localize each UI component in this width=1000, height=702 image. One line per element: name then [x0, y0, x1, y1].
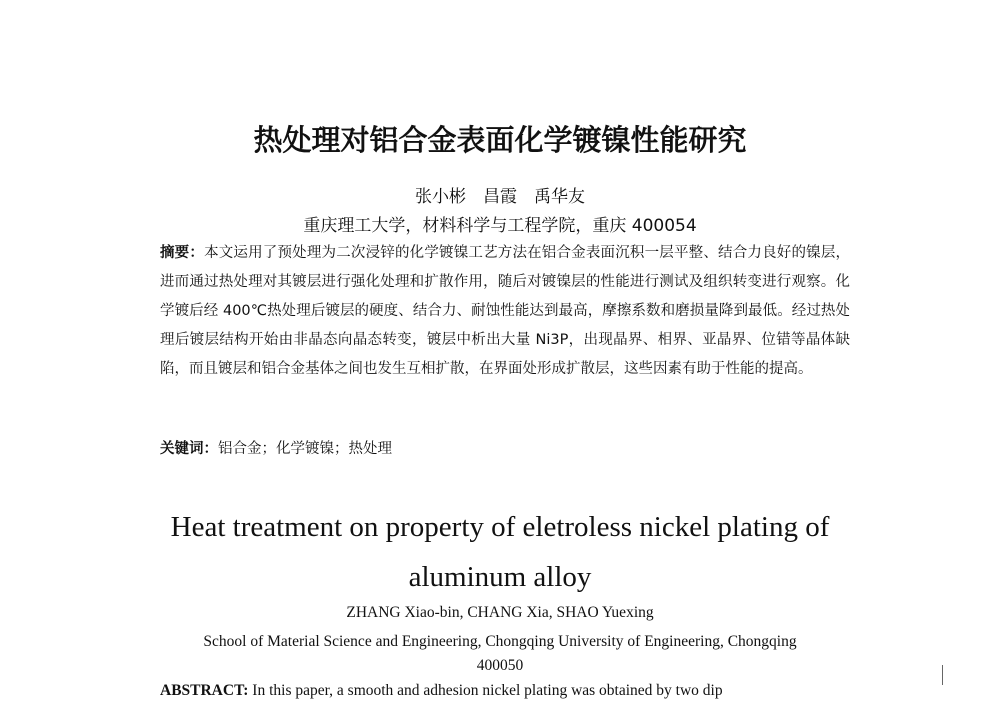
scan-artifact: [942, 665, 943, 685]
chinese-title: 热处理对铝合金表面化学镀镍性能研究: [253, 123, 747, 157]
english-postcode: 400050: [476, 657, 524, 674]
chinese-affiliation: 重庆理工大学，材料科学与工程学院，重庆 400054: [303, 216, 697, 236]
english-abstract-text: In this paper, a smooth and adhesion nickel plating was obtained by two dip: [248, 682, 723, 699]
english-abstract-label: ABSTRACT:: [160, 682, 249, 699]
chinese-keywords-text: 铝合金；化学镀镍；热处理: [218, 441, 392, 457]
english-title-line-1: Heat treatment on property of eletroless nickel plating of: [170, 511, 830, 543]
english-affiliation: [150, 630, 850, 678]
chinese-abstract-text: 本文运用了预处理为二次浸锌的化学镀镍工艺方法在铝合金表面沉积一层平整、结合力良好的镍层，进而通过热处理对其镀层进行强化处理和扩散作用，随后对镀镍层的性能进行测试及组织转变进行观察。化学镀后经 400℃热处理后镀层的硬度、结合力、耐蚀性能达到最高，摩擦系数和磨损量降到最低。经过热处理后镀层结构开始由非晶态向晶态转变，镀层中析出大量 Ni3P，出现晶界、相界、亚晶界、位错等晶体缺陷，而且镀层和铝合金基体之间也发生互相扩散，在界面处形成扩散层，这些因素有助于性能的提高。: [160, 245, 851, 377]
chinese-abstract-label: 摘要：: [160, 245, 205, 261]
english-affiliation-line: School of Material Science and Engineering, Chongqing University of Engineering, Chongqing: [203, 633, 797, 650]
chinese-keywords-label: 关键词：: [160, 441, 218, 457]
english-authors: ZHANG Xiao-bin, CHANG Xia, SHAO Yuexing: [346, 604, 654, 621]
chinese-keywords: [160, 436, 850, 462]
chinese-abstract: [160, 239, 850, 384]
chinese-authors: 张小彬 昌霞 禹华友: [415, 187, 585, 207]
english-title: [0, 502, 1000, 602]
english-title-line-2: aluminum alloy: [408, 561, 592, 593]
